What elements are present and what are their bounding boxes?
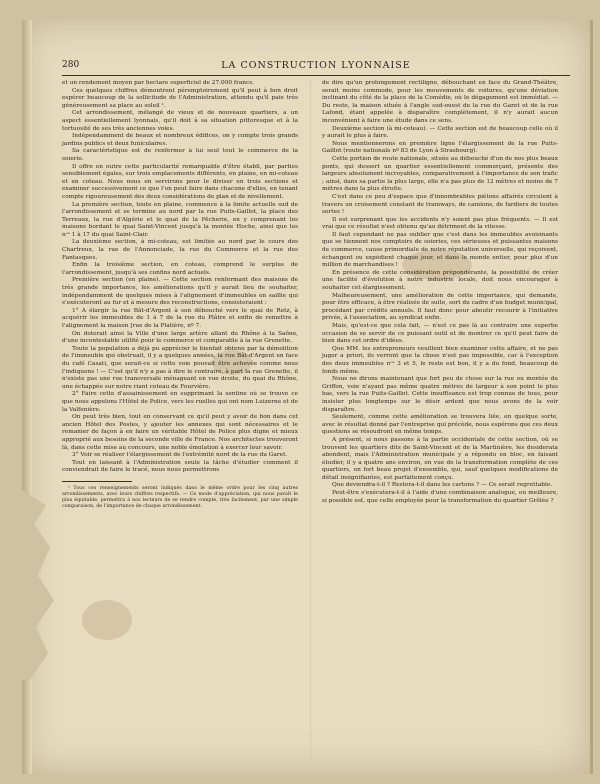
page-header — [62, 60, 570, 74]
paragraph: Il offre en outre cette particularité remarquable d'être établi, par parties sensiblement égales, sur trois emplacements différents, en plaine, en mi-coteau et en coteau. Nous nous en servirons pour le diviser en trois sections et examiner successivement ce que l'on peut faire dans chacune d'elles, en tenant compte rigoureusement des deux considérations de plan et de nivellement. — [62, 163, 298, 200]
paragraph: 1° A élargir la rue Bât-d'Argent à son débouché vers le quai de Retz, à acquérir les immeubles de 1 à 7 de la rue du Plâtre et enfin de remettre à l'alignement la maison [rue de la Platière, nº 7. — [62, 307, 298, 329]
paragraph: 2° Faire cette d'assainissement en supprimant la sentine où se trouve ce que nous appelons l'Hôtel de Police, vers les ruelles qui ont nom Luizerne et de la Valfenière. — [62, 391, 298, 413]
paragraph: Ces quelques chiffres démontrent péremptoirement qu'il peut à bon droit espérer beaucoup de la sollicitude de l'Administration, attendu qu'il paie très généreusement sa place au soleil ¹. — [62, 87, 298, 109]
paragraph: La première section, toute en plaine, commence à la limite actuelle sud de l'arrondissement et se termine au nord par la rue Puits-Gaillot, la place des Terreaux, la rue d'Algérie et le quai de la Pêcherie, en y comprenant les maisons bordant le quai Saint-Vincent jusqu'à la montée Hoche, ainsi que les nᵒˢ 1 à 17 du quai Saint-Clair. — [62, 201, 298, 238]
paragraph: Enfin la troisième section, en coteau, comprend le surplus de l'arrondissement, jusqu'à ses confins nord actuels. — [62, 262, 298, 276]
paragraph: Cet arrondissement, mélangé de vieux et de nouveaux quartiers, a un aspect essentiellement lyonnais, qu'il doit à sa situation pittoresque et à la tortuosité de ses très anciennes voies. — [62, 110, 298, 132]
left-column — [62, 80, 298, 510]
paragraph: Première section (en plaine). — Cette section renfermant des maisons de très grande importance, les améliorations qu'il y aurait lieu de souhaiter, indépendamment de quelques mises à l'alignement d'immeubles en saillie qui s'exécuteront au fur et à mesure des reconstructions, consisteraient : — [62, 277, 298, 307]
paragraph: On doterait ainsi la Ville d'une large artère allant du Rhône à la Saône, d'une incontestable utilité pour le commerce et comparable à la rue Grenette. — [62, 330, 298, 345]
paragraph: Peut-être s'exécutera-t-il à l'aide d'une combinaison analogue, ou meilleure, si possible est, que celle employée pour la transformation du quartier Grôlée ? — [322, 490, 558, 504]
paragraph: Il faut cependant ne pas oublier que c'est dans les immeubles avoisinants que se tiennent nos comptoirs de soieries, ces sérieuses et puissantes maisons de commerce, cause primordiale de notre réputation universelle, qui reçoivent, échangent ou expédient chaque jour, et dans le monde entier, pour plus d'un million de marchandises ! — [322, 231, 558, 269]
running-title: LA CONSTRUCTION LYONNAISE — [221, 60, 411, 71]
right-column — [322, 80, 558, 505]
paragraph: Nous ne dirons maintenant que fort peu de chose sur la rue ou montée du Griffon, voie n'ayant pas même quatre mètres de largeur à son point le plus bas, vers la rue Puits-Gaillot. Cette insuffisance est trop connue de tous, pour insister plus longtemps sur le désir ardent que nous avons de la voir disparaître. — [322, 376, 558, 413]
page-number: 280 — [62, 60, 80, 70]
paragraph: Que MM. les entrepreneurs veuillent bien examiner cette affaire, et ne pas juger a priori, ils verront que la chose n'est pas impossible, car à l'exception des deux immeubles nᵒˢ 3 et 5, le reste est bon, il y a du fond, beaucoup de fonds même. — [322, 345, 558, 375]
paragraph: A présent, si nous passons à la partie occidentale de cette section, où se trouvent les quartiers dits de Saint-Vincent et de la Martinière, les desiderata abondent, mais l'Administration municipale y a répondu en bloc, en faisant étudier, il y a quatre ans environ, en vue de la transformation complète de ces quartiers, un fort beau projet d'ensemble, qui, sauf quelques modifications de détail insignifiantes, est parfaitement conçu. — [322, 436, 558, 481]
paragraph: de dire qu'un prolongement rectiligne, débouchant en face du Grand-Théâtre, serait moins commode, pour les mouvements de voitures, qu'une déviation inclinant du côté de la place de la Comédie, où le dégagement est immédiat. — Du reste, la maison située à l'angle sud-ouest de la rue du Garet et de la rue Lafond, étant appelée à disparaître complètement, il n'y aurait aucun inconvénient à faire une étude dans ce sens. — [322, 80, 558, 124]
paragraph: Indépendamment de beaux et nombreux édifices, on y compte trois grands jardins publics et deux funiculaires. — [62, 133, 298, 147]
book-page — [22, 20, 593, 774]
paragraph: Deuxième section (à mi-coteau). — Cette section est de beaucoup celle où il y aurait le plus à faire. — [322, 125, 558, 140]
paragraph: et un rendement moyen par hectare superficiel de 27.000 francs. — [62, 80, 255, 86]
column-gutter — [310, 80, 311, 760]
footnote: ¹ Tous ces renseignements seront indiqués dans le même ordre pour les cinq autres arrondissements, avec leurs chiffres respectifs. — Ce mode d'appréciation, qui nous paraît le plus équitable, permettra à nos lecteurs de se rendre compte, très facilement, par une simple comparaison, de l'importance de chaque arrondissement. — [62, 485, 298, 509]
footnote-rule — [62, 481, 132, 482]
paragraph: Toute la population a déjà pu apprécier le bienfait obtenu par la démolition de l'immeuble qui obstruait, il y a quelques années, la rue Bât-d'Argent en face du café Casati, que serait-ce si cette voie pouvait être achevée comme nous l'indiquons ! — C'est qu'il n'y a pas à dire le contraire, à part la rue Grenette, il n'existe pas une rue transversale ménageant en vue droite, du quai du Rhône, une échappée sur notre riant coteau de Fourvière. — [62, 345, 298, 390]
paragraph: Cette portion de route nationale, située au débouché d'un de nos plus beaux ponts, qui dessert un quartier essentiellement commerçant, présente des largeurs absolument incroyables, comparativement à l'importance de son trafic ; ainsi, dans sa partie la plus large, elle n'a pas plus de 12 mètres et moins de 7 mètres dans la plus étroite. — [322, 155, 558, 193]
paragraph: Nous mentionnerons en première ligne l'élargissement de la rue Puits-Gaillot (route nationale nº 83 de Lyon à Strasbourg). — [322, 140, 558, 155]
paragraph: C'est dans ce peu d'espace que d'innombrables piétons affairés circulent à travers un croisement constant de tramways, de camions, de fardiers de toutes sortes ! — [322, 193, 558, 216]
paragraph: On peut très bien, tout en conservant ce qu'il peut y avoir de bon dans cet ancien Hôtel des Postes, y ajouter les annexes qui sont nécessaires et le remanier de façon à en faire un véritable Hôtel de Police plus digne et mieux approprié aux besoins de la seconde ville de France. Nos architectes trouveront là, dans cette mise au concours, une noble émulation à exercer leur savoir. — [62, 414, 298, 451]
paragraph: Malheureusement, une amélioration de cette importance, qui demande, pour être efficace, à être réalisée de suite, sort du cadre d'un budget municipal, procédant par crédits annuels. Il faut donc pour aboutir recourir à l'initiative privée, à l'association, au syndicat enfin. — [322, 292, 558, 322]
paragraph: Sa caractéristique est de renfermer à lui seul tout le commerce de la soierie. — [62, 148, 298, 162]
torn-edge — [22, 490, 62, 680]
paragraph: Mais, qu'est-ce que cela fait, — n'est ce pas là au contraire une superbe occasion de se servir de ce puissant outil et de montrer ce qu'il peut faire de bien dans cet ordre d'idées. — [322, 323, 558, 345]
paragraph: Seulement, comme cette amélioration se trouvera liée, en quelque sorte, avec le résultat donné par l'entreprise qui précède, nous espérons que ces deux questions se résoudront en même temps. — [322, 414, 558, 436]
paragraph: En présence de cette considération prépondérante, la possibilité de créer une facilité d'évolution à notre industrie locale, doit nous encourager à souhaiter cet élargissement. — [322, 269, 558, 292]
paragraph: Tout en laissant à l'Administration seule la tâche d'étudier comment il conviendrait de faire le tracé, nous nous permettrons — [62, 459, 298, 474]
paragraph: 3° Voir se réaliser l'élargissement de l'extrémité nord de la rue du Garet. — [72, 452, 288, 459]
paragraph: Il est surprenant que les accidents n'y soient pas plus fréquents. — Il est vrai que ce résultat n'est obtenu qu'au détriment de la vitesse. — [322, 216, 558, 231]
paragraph: Que deviendra-t-il ? Restera-t-il dans les cartons ? — Ce serait regrettable. — [332, 482, 553, 489]
header-rule — [62, 75, 570, 76]
paragraph: La deuxième section, à mi-coteau, est limitée au nord par le cours des Chartreux, la rue de l'Annonciade, la rue du Commerce et la rue des Fantasques. — [62, 239, 298, 261]
stain — [82, 600, 132, 640]
